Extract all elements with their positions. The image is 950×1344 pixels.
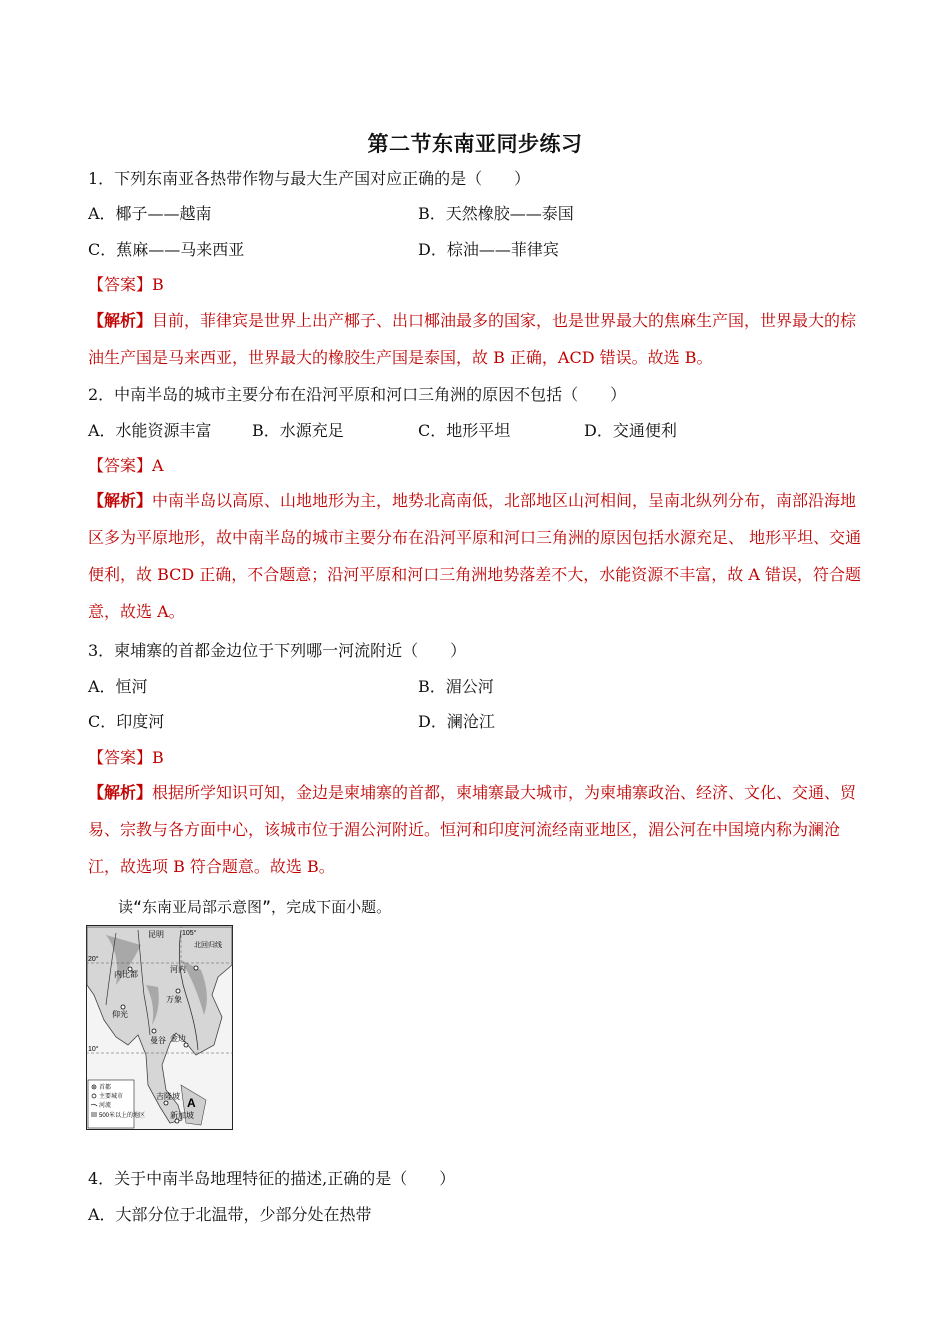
city-kuala-lumpur [164, 1101, 168, 1105]
q2-option-c: C．地形平坦 [418, 421, 511, 440]
q4-option-a: A．大部分位于北温带，少部分处在热带 [88, 1205, 372, 1224]
q1-option-d: D．棕油——菲律宾 [418, 240, 559, 259]
q1-option-b: B．天然橡胶——泰国 [418, 204, 574, 223]
q2-option-b: B．水源充足 [252, 421, 344, 440]
legend-city-icon [92, 1094, 96, 1098]
q3-option-d: D．澜沧江 [418, 712, 495, 731]
q4-stem: 4．关于中南半岛地理特征的描述,正确的是（ ） [88, 1169, 456, 1188]
q3-option-c: C．印度河 [88, 712, 165, 731]
map-intro: 读“东南亚局部示意图”，完成下面小题。 [118, 898, 392, 916]
q3-analysis-tag: 【解析】 [88, 783, 153, 802]
map-label-kunming: 昆明 [148, 930, 164, 939]
q2-answer: 【答案】A [88, 456, 164, 475]
q1-stem: 1．下列东南亚各热带作物与最大生产国对应正确的是（ ） [88, 169, 531, 188]
page-title: 第二节东南亚同步练习 [367, 131, 583, 156]
q1-option-c: C．蕉麻——马来西亚 [88, 240, 245, 259]
legend-capital: 首都 [99, 1085, 112, 1091]
map-label-phnom-penh: 金边 [170, 1034, 186, 1043]
q3-option-b: B．湄公河 [418, 677, 494, 696]
legend-city: 主要城市 [99, 1094, 124, 1100]
q1-analysis [88, 302, 868, 376]
q2-option-a: A．水能资源丰富 [88, 421, 212, 440]
city-phnom-penh [184, 1043, 188, 1047]
city-vientiane [176, 989, 180, 993]
q3-option-a: A．恒河 [88, 677, 148, 696]
map-label-vientiane: 万象 [166, 995, 182, 1004]
q3-answer: 【答案】B [88, 748, 164, 767]
map-label-105: 105° [182, 930, 197, 937]
q3-stem: 3．柬埔寨的首都金边位于下列哪一河流附近（ ） [88, 641, 467, 660]
q1-analysis-text: 目前，菲律宾是世界上出产椰子、出口椰油最多的国家，也是世界最大的焦麻生产国，世界最大的棕油生产国是马来西亚，世界最大的橡胶生产国是泰国，故 B 正确，ACD 错误。故选 B。 [88, 311, 857, 367]
q1-option-a: A．椰子——越南 [88, 204, 212, 223]
q3-analysis-text: 根据所学知识可知，金边是柬埔寨的首都，柬埔寨最大城市，为柬埔寨政治、经济、文化、交通、贸易、宗教与各方面中心，该城市位于湄公河附近。恒河和印度河流经南亚地区，湄公河在中国境内称为澜沧江，故选项 B 符合题意。故选 B。 [88, 783, 857, 876]
city-yangon [121, 1005, 125, 1009]
city-bangkok [152, 1029, 156, 1033]
q1-analysis-tag: 【解析】 [88, 311, 153, 330]
legend-capital-dot [93, 1086, 95, 1088]
map-label-a: A [187, 1096, 196, 1110]
q2-analysis [88, 482, 868, 630]
map-label-naypyidaw: 内比都 [114, 970, 138, 979]
map-label-kuala-lumpur: 吉隆坡 [156, 1092, 180, 1101]
map-label-bangkok: 曼谷 [150, 1036, 166, 1045]
legend-highland: 500米以上的地区 [99, 1113, 146, 1119]
q2-option-d: D．交通便利 [584, 421, 677, 440]
q3-analysis [88, 774, 868, 885]
legend-river: 河流 [99, 1103, 112, 1109]
legend-highland-icon [91, 1112, 97, 1117]
q2-stem: 2．中南半岛的城市主要分布在沿河平原和河口三角洲的原因不包括（ ） [88, 385, 627, 404]
map-label-tropic: 北回归线 [194, 942, 222, 949]
southeast-asia-map [86, 925, 233, 1130]
map-label-yangon: 仰光 [112, 1010, 128, 1019]
map-label-singapore: 新加坡 [170, 1111, 194, 1120]
map-label-20: 20° [88, 956, 99, 963]
q1-answer: 【答案】B [88, 275, 164, 294]
city-hanoi [194, 966, 198, 970]
map-label-hanoi: 河内 [170, 965, 186, 974]
map-label-10: 10° [88, 1046, 99, 1053]
q2-analysis-text: 中南半岛以高原、山地地形为主，地势北高南低，北部地区山河相间，呈南北纵列分布，南部沿海地区多为平原地形，故中南半岛的城市主要分布在沿河平原和河口三角洲的原因包括水源充足、 地形平坦、交通便利，故 BCD 正确，不合题意；沿河平原和河口三角洲地势落差不大，水能资源不丰富，故 A 错误，符合题意，故选 A。 [88, 491, 862, 621]
q2-analysis-tag: 【解析】 [88, 491, 153, 510]
